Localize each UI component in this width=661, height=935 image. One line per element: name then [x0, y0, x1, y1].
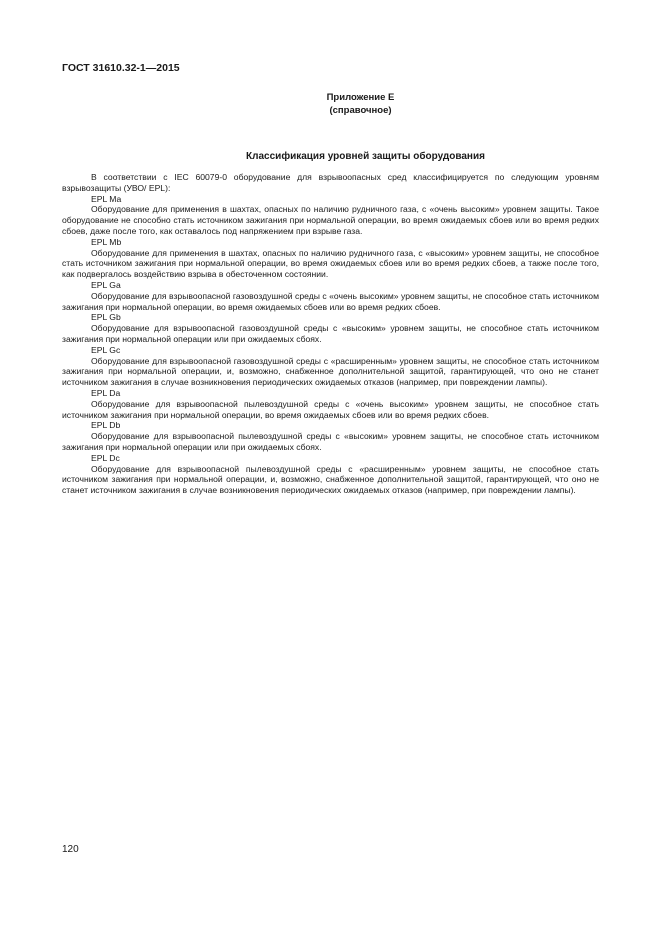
document-body — [62, 172, 599, 496]
paragraph: В соответствии с IEC 60079-0 оборудование для взрывоопасных сред классифицируется по следующим уровням взрывозащиты (УВО/ EPL): — [62, 172, 599, 193]
paragraph: Оборудование для взрывоопасной пылевоздушной среды с «очень высоким» уровнем защиты, не способное стать источником зажигания при нормальной операции, во время ожидаемых сбоев или во время редких сбоев. — [62, 398, 599, 420]
epl-label: EPL Gb — [91, 312, 121, 323]
section-title: Классификация уровней защиты оборудования — [246, 151, 485, 162]
annex-title: Приложение Е — [326, 92, 395, 103]
paragraph: Оборудование для взрывоопасной газовоздушной среды с «расширенным» уровнем защиты, не способное стать источником зажигания при нормальной операции, и, возможно, снабженное дополнительной защитой, гарантирующей, что оно не станет источником зажигания в случае возникновения периодических ожидаемых отказов (например, при повреждении лампы). — [62, 355, 599, 388]
paragraph: Оборудование для взрывоопасной пылевоздушной среды с «высоким» уровнем защиты, не способное стать источником зажигания при нормальной операции или при ожидаемых сбоях. — [62, 431, 599, 452]
epl-label: EPL Db — [91, 420, 121, 431]
epl-label: EPL Ma — [91, 193, 122, 204]
paragraph: Оборудование для взрывоопасной пылевоздушной среды с «расширенным» уровнем защиты, не способное стать источником зажигания при нормальной операции, и, возможно, снабженное дополнительной защитой, гарантирующей, что оно не станет источником зажигания в случае возникновения периодических ожидаемых отказов (например, при повреждении лампы). — [62, 463, 599, 496]
epl-label: EPL Dc — [91, 452, 120, 463]
paragraph: Оборудование для взрывоопасной газовоздушной среды с «высоким» уровнем защиты, не способное стать источником зажигания при нормальной операции или при ожидаемых сбоях. — [62, 323, 599, 344]
page-number: 120 — [62, 844, 79, 855]
epl-label: EPL Ga — [91, 279, 121, 290]
epl-label: EPL Gc — [91, 344, 121, 355]
annex-heading — [0, 91, 661, 117]
paragraph: Оборудование для применения в шахтах, опасных по наличию рудничного газа, с «высоким» уровнем защиты, не способное стать источником зажигания при нормальной операции, во время ожидаемых сбоев или во время редких сбоев, а также после того, как подвергалось воздействию взрыва в обесточенном состоянии. — [62, 247, 599, 280]
paragraph: Оборудование для применения в шахтах, опасных по наличию рудничного газа, с «очень высоким» уровнем защиты. Такое оборудование не способно стать источником зажигания при нормальной операции, во время ожидаемых сбоев или во время редких сбоев, даже после того, как оставалось под напряжением при взрыве газа. — [62, 204, 599, 236]
paragraph: Оборудование для взрывоопасной газовоздушной среды с «очень высоким» уровнем защиты, не способное стать источником зажигания при нормальной операции, во время ожидаемых сбоев или во время редких сбоев. — [62, 290, 599, 312]
epl-label: EPL Da — [91, 387, 121, 398]
epl-label: EPL Mb — [91, 236, 122, 247]
document-code: ГОСТ 31610.32-1—2015 — [62, 62, 180, 74]
annex-subtitle: (справочное) — [329, 105, 392, 116]
